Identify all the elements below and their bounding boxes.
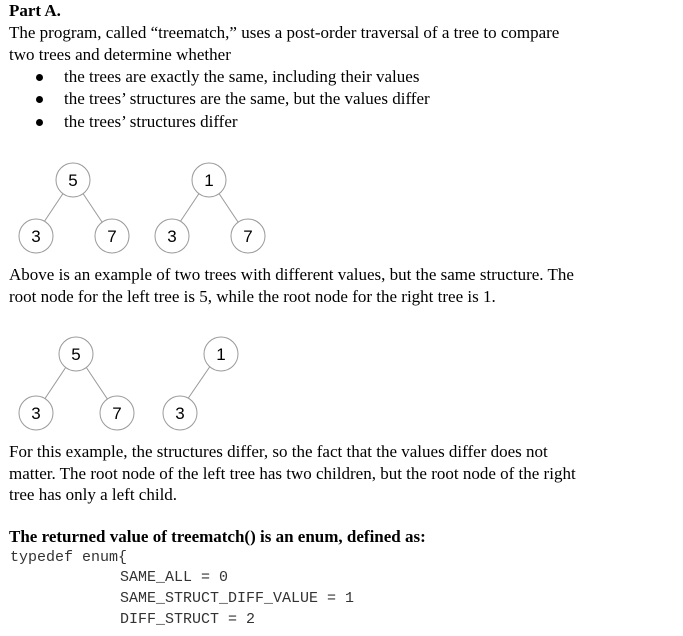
bullet-item: the trees are exactly the same, including their values (64, 67, 420, 86)
tree-node-value: 5 (71, 345, 81, 364)
paragraph-2-line-3: tree has only a left child. (9, 485, 178, 504)
example1-left-tree (19, 163, 129, 253)
paragraph-2-line-1: For this example, the structures differ, so the fact that the values differ does not (9, 442, 548, 461)
code-line: SAME_ALL = 0 (120, 569, 229, 586)
tree-node-value: 7 (112, 404, 122, 423)
intro-line-2: two trees and determine whether (9, 45, 231, 64)
intro-line-1: The program, called “treematch,” uses a post-order traversal of a tree to compare (9, 23, 560, 42)
tree-edge (218, 192, 238, 222)
bullet-dot (36, 119, 43, 126)
tree-edge (44, 192, 64, 222)
bullet-item: the trees’ structures are the same, but the values differ (64, 89, 430, 108)
example2-trees (0, 333, 300, 438)
code-line: DIFF_STRUCT = 2 (120, 611, 256, 628)
tree-edge (44, 367, 66, 400)
code-line: SAME_STRUCT_DIFF_VALUE = 1 (120, 590, 355, 607)
tree-node-value: 7 (243, 227, 253, 246)
tree-edge (86, 367, 108, 400)
tree-node-value: 3 (167, 227, 177, 246)
bullet-item: the trees’ structures differ (64, 112, 238, 131)
paragraph-1-line-1: Above is an example of two trees with different values, but the same structure. The (9, 265, 574, 284)
tree-node-value: 5 (68, 171, 78, 190)
tree-edge (82, 192, 102, 222)
tree-node-value: 3 (31, 227, 41, 246)
returned-value-heading: The returned value of treematch() is an enum, defined as: (9, 527, 426, 546)
paragraph-2-line-2: matter. The root node of the left tree has two children, but the root node of the right (9, 464, 576, 483)
tree-edge (180, 192, 200, 222)
part-heading: Part A. (9, 1, 61, 20)
tree-node-value: 1 (204, 171, 214, 190)
paragraph-1-line-2: root node for the left tree is 5, while the root node for the right tree is 1. (9, 287, 496, 306)
tree-node-value: 3 (175, 404, 185, 423)
bullet-dot (36, 96, 43, 103)
tree-node-value: 7 (107, 227, 117, 246)
tree-node-value: 1 (216, 345, 226, 364)
code-line: typedef enum{ (10, 549, 128, 566)
tree-edge (187, 365, 211, 400)
tree-node-value: 3 (31, 404, 41, 423)
example1-trees (0, 155, 300, 260)
example2-right-tree (163, 337, 238, 430)
example2-left-tree (19, 337, 134, 430)
example1-right-tree (155, 163, 265, 253)
bullet-dot (36, 74, 43, 81)
